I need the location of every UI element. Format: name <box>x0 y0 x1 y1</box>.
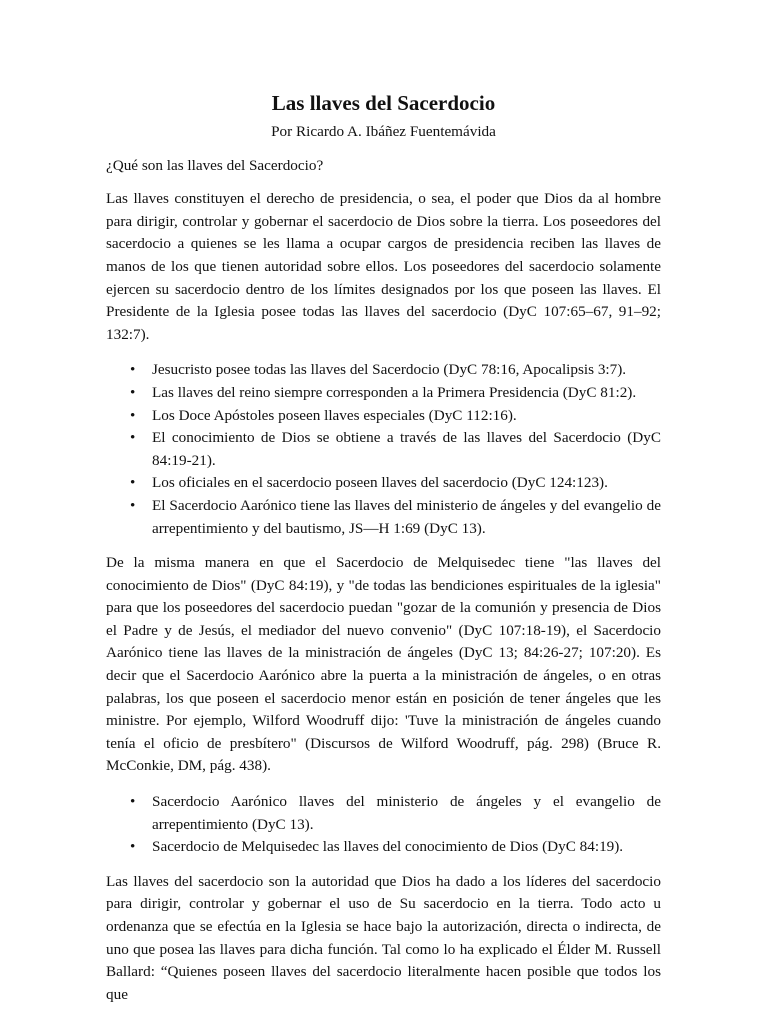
section-question: ¿Qué son las llaves del Sacerdocio? <box>106 156 324 174</box>
list-item-text: El conocimiento de Dios se obtiene a través de las llaves del Sacerdocio (DyC 84:19-21). <box>152 429 661 469</box>
paragraph-1: Las llaves constituyen el derecho de presidencia, o sea, el poder que Dios da al hombre para dirigir, controlar y gobernar el sacerdocio de Dios sobre la tierra. Los poseedores del sacerdocio a quienes se les llama a ocupar cargos de presidencia reciben las llaves de manos de los que tienen autoridad sobre ellos. Los poseedores del sacerdocio solamente ejercen su sacerdocio dentro de los límites designados por los que poseen las llaves. El Presidente de la Iglesia posee todas las llaves del sacerdocio (DyC 107:65–67, 91–92; 132:7). <box>106 190 661 343</box>
list-item <box>130 427 661 472</box>
list-item-text: Los oficiales en el sacerdocio poseen llaves del sacerdocio (DyC 124:123). <box>152 474 608 492</box>
bullet-icon: • <box>130 429 136 447</box>
list-item-text: El Sacerdocio Aarónico tiene las llaves del ministerio de ángeles y del evangelio de arrepentimiento y del bautismo, JS—H 1:69 (DyC 13). <box>152 496 661 537</box>
list-item <box>130 472 661 495</box>
bullet-icon: • <box>130 383 136 401</box>
paragraph-3: Las llaves del sacerdocio son la autoridad que Dios ha dado a los líderes del sacerdocio para dirigir, controlar y gobernar el uso de Su sacerdocio en la tierra. Todo acto u ordenanza que se efectúa en la Iglesia se hace bajo la autorización, directa o indirecta, de uno que posea las llaves para dicha función. Tal como lo ha explicado el Élder M. Russell Ballard: “Quienes poseen llaves del sacerdocio literalmente hacen posible que todos los que <box>106 872 661 1003</box>
list-item-text: Jesucristo posee todas las llaves del Sacerdocio (DyC 78:16, Apocalipsis 3:7). <box>152 361 627 379</box>
bullet-list-1 <box>106 359 661 540</box>
list-item <box>130 836 661 859</box>
document-page <box>106 88 661 1006</box>
bullet-icon: • <box>130 361 136 379</box>
list-item <box>130 791 661 836</box>
list-item-text: Sacerdocio Aarónico llaves del ministerio de ángeles y el evangelio de arrepentimiento (DyC 13). <box>152 793 661 833</box>
list-item <box>130 382 661 405</box>
bullet-icon: • <box>130 496 136 514</box>
list-item <box>130 495 661 540</box>
list-item-text: Los Doce Apóstoles poseen llaves especiales (DyC 112:16). <box>152 406 517 424</box>
list-item <box>130 405 661 428</box>
document-title: Las llaves del Sacerdocio <box>271 91 496 115</box>
list-item <box>130 359 661 382</box>
bullet-icon: • <box>130 793 136 811</box>
bullet-icon: • <box>130 406 136 424</box>
list-item-text: Las llaves del reino siempre corresponden a la Primera Presidencia (DyC 81:2). <box>152 383 637 401</box>
list-item-text: Sacerdocio de Melquisedec las llaves del conocimiento de Dios (DyC 84:19). <box>152 838 624 856</box>
document-author: Por Ricardo A. Ibáñez Fuentemávida <box>271 123 496 140</box>
paragraph-2: De la misma manera en que el Sacerdocio de Melquisedec tiene "las llaves del conocimiento de Dios" (DyC 84:19), y "de todas las bendiciones espirituales de la iglesia" para que los poseedores del sacerdocio puedan "gozar de la comunión y presencia de Dios el Padre y de Jesús, el mediador del nuevo convenio" (DyC 107:18-19), el Sacerdocio Aarónico tiene las llaves de la ministración de ángeles (DyC 13; 84:26-27; 107:20). Es decir que el Sacerdocio Aarónico abre la puerta a la ministración de ángeles, o en otras palabras, los que poseen el sacerdocio menor están en posición de tener ángeles que les ministre. Por ejemplo, Wilford Woodruff dijo: 'Tuve la ministración de ángeles cuando tenía el oficio de presbítero" (Discursos de Wilford Woodruff, pág. 298) (Bruce R. McConkie, DM, pág. 438). <box>106 554 661 775</box>
bullet-icon: • <box>130 474 136 492</box>
bullet-list-2 <box>106 791 661 859</box>
bullet-icon: • <box>130 838 136 856</box>
